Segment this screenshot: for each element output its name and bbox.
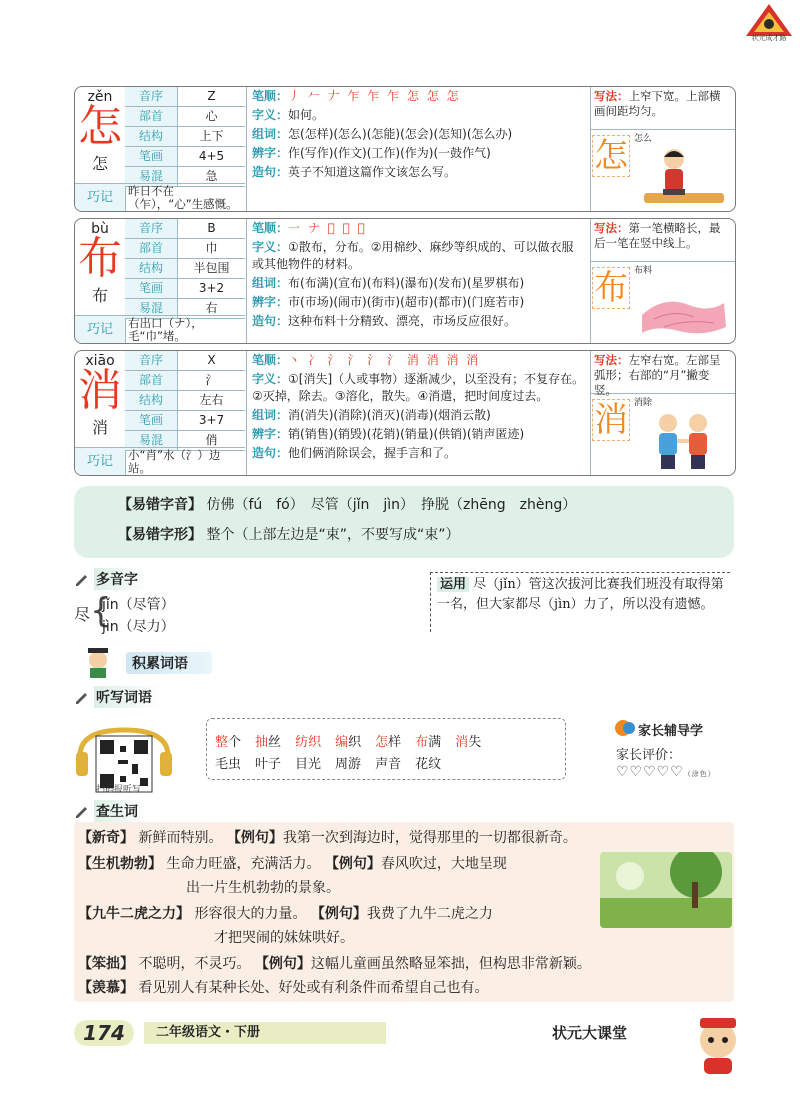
mistake-form-label: 【易错字形】 xyxy=(118,527,202,543)
char-pinyin: zěn xyxy=(87,89,113,105)
bian-label: 辨字： xyxy=(252,427,289,441)
meaning-text: ①散布，分布。②用棉纱、麻纱等织成的、可以做衣服或其他物件的材料。 xyxy=(252,240,574,271)
info-key: 部首 xyxy=(125,371,178,390)
section-polyphonic xyxy=(74,568,148,590)
info-value: X xyxy=(207,353,216,367)
illustration-caption: 布料 xyxy=(634,266,653,276)
bian-text: 销(销售)(销毁)(花销)(销量)(供销)(销声匿迹) xyxy=(288,427,525,441)
cloth-illustration xyxy=(634,275,732,341)
char-details xyxy=(246,87,591,211)
writing-label: 写法： xyxy=(594,89,629,103)
dictation-word: 目光 xyxy=(295,757,322,772)
writing-panel xyxy=(590,87,735,211)
stroke-order: 丿 𠂉 𠂇 乍 乍 乍 怎 怎 怎 xyxy=(288,89,461,103)
char-card-zen xyxy=(74,86,736,212)
trick-text: 小“肖”水（氵）边站。 xyxy=(125,447,245,475)
info-key: 笔画 xyxy=(125,411,178,430)
example-label: 【例句】 xyxy=(254,956,311,972)
group-label: 组词： xyxy=(252,276,289,290)
illustration-caption: 怎么 xyxy=(634,134,653,144)
char-card-xiao xyxy=(74,350,736,476)
meaning-text: ①[消失]（人或事物）逐渐减少，以至没有；不复存在。②灭掉，除去。③溶化，散失。④消遣，把时间度过去。 xyxy=(252,372,585,403)
vocab-word: 【九牛二虎之力】 xyxy=(78,906,190,922)
heart-rating[interactable] xyxy=(616,764,716,780)
group-text: 怎(怎样)(怎么)(怎能)(怎会)(怎知)(怎么办) xyxy=(288,127,513,141)
info-key: 易混 xyxy=(125,299,178,318)
info-key: 音序 xyxy=(125,219,178,238)
section-lookup-words xyxy=(74,800,148,822)
section-dictation xyxy=(74,686,162,708)
vocab-entry xyxy=(78,978,488,998)
info-key: 易混 xyxy=(125,167,178,186)
char-column xyxy=(75,351,126,475)
mistake-form-line xyxy=(118,524,459,544)
dictation-word: 抽丝 xyxy=(255,735,282,750)
writing-text: 上窄下宽。上部横画间距均匀。 xyxy=(594,89,721,118)
strokes-label: 笔顺： xyxy=(252,221,289,235)
char-pinyin: xiāo xyxy=(85,353,115,369)
dictation-word: 毛虫 xyxy=(215,757,242,772)
writing-panel xyxy=(590,219,735,343)
info-key: 易混 xyxy=(125,431,178,450)
logo-text: 状元成才路 xyxy=(751,34,787,42)
vocab-def: 不聪明，不灵巧。 xyxy=(138,956,251,972)
info-value: 左右 xyxy=(199,393,224,407)
page-number: 174 xyxy=(74,1020,134,1046)
trick-label: 巧记 xyxy=(75,183,125,212)
char-column xyxy=(75,219,126,343)
info-value: 3+7 xyxy=(198,413,225,427)
dictation-word: 声音 xyxy=(375,757,402,772)
vocab-entry xyxy=(78,954,591,974)
series-title: 状元大课堂 xyxy=(552,1024,628,1042)
vocab-word: 【新奇】 xyxy=(78,830,134,846)
char-small: 怎 xyxy=(91,154,108,173)
easy-mistake-box xyxy=(74,486,734,558)
vocab-example: 我第一次到海边时，觉得那里的一切都很新奇。 xyxy=(282,830,577,846)
meaning-label: 字义： xyxy=(252,372,289,386)
char-info-table xyxy=(125,351,245,447)
writing-text: 第一笔横略长，最后一笔在竖中线上。 xyxy=(594,221,721,250)
bian-label: 辨字： xyxy=(252,146,289,160)
accumulate-words-banner xyxy=(74,644,234,678)
vocab-word: 【笨拙】 xyxy=(78,956,134,972)
writing-text: 左窄右宽。左部呈弧形；右部的“月”撇变竖。 xyxy=(594,353,721,397)
illustration xyxy=(590,393,735,475)
pencil-icon xyxy=(74,689,90,705)
writing-panel xyxy=(590,351,735,475)
section-title: 查生词 xyxy=(94,800,148,822)
info-value: 急 xyxy=(205,169,218,183)
dictation-word: 纺织 xyxy=(295,735,322,750)
dictation-word-box xyxy=(206,718,566,780)
dictation-word: 布满 xyxy=(415,735,442,750)
vocab-example-cont: 才把哭闹的妹妹哄好。 xyxy=(214,930,354,946)
trick-text: 右出口（ナ），毛“巾”堵。 xyxy=(125,315,245,343)
zao-text: 英子不知道这篇作文该怎么写。 xyxy=(288,165,457,179)
info-value: 3+2 xyxy=(198,281,225,295)
vocab-def: 新鲜而特别。 xyxy=(138,830,223,846)
group-text: 消(消失)(消除)(消灭)(消毒)(烟消云散) xyxy=(288,408,491,422)
dictation-word: 花纹 xyxy=(415,757,442,772)
practice-char: 布 xyxy=(594,268,628,308)
info-key: 音序 xyxy=(125,87,178,106)
usage-text: 尽（jǐn）管这次拔河比赛我们班没有取得第一名，但大家都尽（jìn）力了，所以没有遗憾。 xyxy=(437,577,724,612)
trick-label: 巧记 xyxy=(75,315,125,344)
bian-label: 辨字： xyxy=(252,295,289,309)
char-info-table xyxy=(125,87,245,183)
info-value: 心 xyxy=(205,109,218,123)
parent-title: 家长辅导学 xyxy=(638,724,704,739)
char-details xyxy=(246,351,591,475)
example-label: 【例句】 xyxy=(310,906,367,922)
strokes-label: 笔顺： xyxy=(252,353,289,367)
example-label: 【例句】 xyxy=(324,856,381,872)
illustration-caption: 消除 xyxy=(634,398,653,408)
stroke-order: 丶 冫 氵 氵 氵 氵 消 消 消 消 xyxy=(288,353,481,367)
trick-label: 巧记 xyxy=(75,447,125,476)
vocab-def: 形容很大的力量。 xyxy=(194,906,307,922)
vocab-entry xyxy=(78,828,577,848)
mascot-icon xyxy=(686,1010,750,1076)
pencil-icon xyxy=(74,803,90,819)
dictation-row-2 xyxy=(215,753,441,772)
section-title: 听写词语 xyxy=(94,686,162,708)
mistake-form-text: 整个（上部左边是“束”，不要写成“束”） xyxy=(206,527,460,543)
mistake-sound-line xyxy=(118,494,576,514)
parent-logo-icon xyxy=(614,718,636,738)
zao-text: 他们俩消除误会，握手言和了。 xyxy=(288,446,457,460)
page-footer xyxy=(74,1020,734,1050)
dictation-row-1 xyxy=(215,731,481,750)
scholar-mascot-icon xyxy=(74,644,124,678)
char-details xyxy=(246,219,591,343)
writing-label: 写法： xyxy=(594,353,629,367)
info-value: 上下 xyxy=(199,129,224,143)
example-label: 【例句】 xyxy=(226,830,283,846)
trick-text: 昨日不在（乍），“心”生感慨。 xyxy=(125,183,245,211)
dictation-word: 消失 xyxy=(455,735,482,750)
meaning-label: 字义： xyxy=(252,240,289,254)
dictation-word: 整个 xyxy=(215,735,242,750)
char-small: 消 xyxy=(91,418,108,437)
info-key: 笔画 xyxy=(125,147,178,166)
bian-text: 市(市场)(闹市)(街市)(超市)(都市)(门庭若市) xyxy=(288,295,525,309)
group-label: 组词： xyxy=(252,127,289,141)
qr-caption: 扫码报听写 xyxy=(96,785,142,795)
pencil-icon xyxy=(74,571,90,587)
info-key: 音序 xyxy=(125,351,178,370)
dictation-word: 周游 xyxy=(335,757,362,772)
char-card-bu xyxy=(74,218,736,344)
practice-char: 怎 xyxy=(594,136,628,176)
info-value: B xyxy=(207,221,216,235)
dictation-word: 编织 xyxy=(335,735,362,750)
vocab-word: 【生机勃勃】 xyxy=(78,856,162,872)
book-title: 二年级语文・下册 xyxy=(144,1022,386,1044)
info-key: 部首 xyxy=(125,107,178,126)
zao-label: 造句： xyxy=(252,314,289,328)
char-small: 布 xyxy=(91,286,108,305)
info-key: 结构 xyxy=(125,391,178,410)
info-key: 笔画 xyxy=(125,279,178,298)
meaning-text: 如何。 xyxy=(288,108,325,122)
poly-reading-2: jìn（尽力） xyxy=(102,619,175,635)
info-key: 结构 xyxy=(125,127,178,146)
thinking-boy-illustration xyxy=(634,143,732,209)
accumulate-words-title: 积累词语 xyxy=(126,652,212,674)
info-value: 巾 xyxy=(205,241,218,255)
vocab-entry xyxy=(78,854,507,874)
info-value: Z xyxy=(207,89,216,103)
illustration xyxy=(590,129,735,211)
spring-meadow-photo xyxy=(600,852,732,928)
char-big: 怎 xyxy=(78,101,122,152)
parent-guidance xyxy=(612,718,732,788)
group-label: 组词： xyxy=(252,408,289,422)
meaning-label: 字义： xyxy=(252,108,289,122)
vocab-example: 这幅儿童画虽然略显笨拙，但构思非常新颖。 xyxy=(310,956,591,972)
writing-label: 写法： xyxy=(594,221,629,235)
char-pinyin: bù xyxy=(91,221,109,237)
usage-example xyxy=(430,572,730,632)
heart-icons[interactable]: ♡♡♡♡♡ xyxy=(616,764,684,780)
bian-text: 作(写作)(作文)(工作)(作为)(一鼓作气) xyxy=(288,146,491,160)
poly-base-char: 尽 xyxy=(74,605,91,624)
brace: { xyxy=(90,591,112,631)
usage-label: 运用 xyxy=(437,577,469,592)
vocab-def: 看见别人有某种长处、好处或有利条件而希望自己也有。 xyxy=(138,980,489,996)
practice-char: 消 xyxy=(594,400,628,440)
vocab-def: 生命力旺盛，充满活力。 xyxy=(166,856,321,872)
info-value: 右 xyxy=(205,301,218,315)
strokes-label: 笔顺： xyxy=(252,89,289,103)
section-title: 多音字 xyxy=(94,568,148,590)
info-value: 氵 xyxy=(205,373,218,387)
char-column xyxy=(75,87,126,211)
vocab-example: 我费了九牛二虎之力 xyxy=(366,906,493,922)
info-value: 半包围 xyxy=(193,261,230,275)
info-key: 部首 xyxy=(125,239,178,258)
two-kids-illustration xyxy=(634,407,732,473)
char-big: 消 xyxy=(78,365,122,416)
info-value: 4+5 xyxy=(198,149,225,163)
group-text: 布(布满)(宣布)(布料)(瀑布)(发布)(星罗棋布) xyxy=(288,276,525,290)
info-value: 俏 xyxy=(205,433,218,447)
char-big: 布 xyxy=(78,233,122,284)
mistake-sound-text: 仿佛（fú fó） 尽管（jǐn jìn） 挣脱（zhēng zhèng） xyxy=(206,497,577,513)
vocab-word: 【羡慕】 xyxy=(78,980,134,996)
zao-label: 造句： xyxy=(252,446,289,460)
illustration xyxy=(590,261,735,343)
poly-reading-1: jǐn（尽管） xyxy=(102,597,175,613)
vocab-example: 春风吹过，大地呈现 xyxy=(380,856,507,872)
dictation-word: 怎样 xyxy=(375,735,402,750)
zao-label: 造句： xyxy=(252,165,289,179)
vocab-entry xyxy=(78,904,493,924)
vocab-example-cont: 出一片生机勃勃的景象。 xyxy=(186,880,340,896)
color-hint: （涂色） xyxy=(683,770,716,778)
char-info-table xyxy=(125,219,245,315)
parent-eval-label: 家长评价： xyxy=(616,748,682,763)
stroke-order: 一 ナ 𫝀 右 布 xyxy=(288,221,367,235)
dictation-word: 叶子 xyxy=(255,757,282,772)
mistake-sound-label: 【易错字音】 xyxy=(118,497,202,513)
zao-text: 这种布料十分精致、漂亮，市场反应很好。 xyxy=(288,314,517,328)
info-key: 结构 xyxy=(125,259,178,278)
